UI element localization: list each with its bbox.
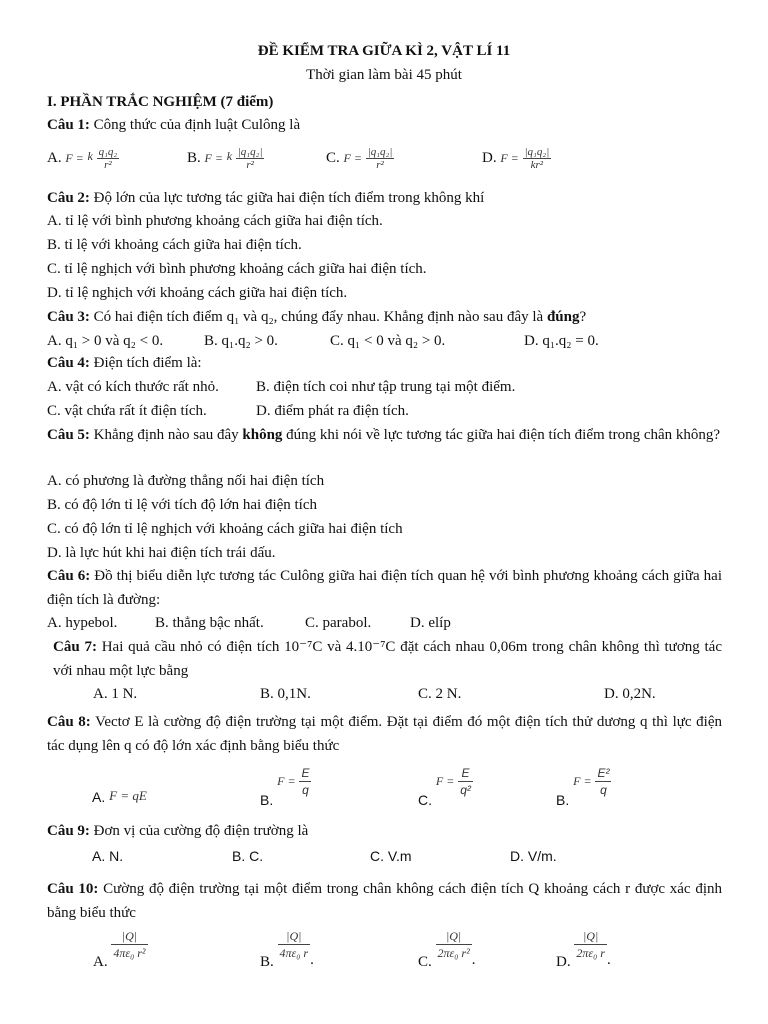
formula-fraction [278, 928, 311, 961]
emphasis: không [242, 427, 283, 443]
option-letter: D. [556, 953, 571, 970]
question-text: Đơn vị của cường độ điện trường là [89, 823, 309, 839]
q2-option-a: A. tỉ lệ với bình phương khoảng cách giữa hai điện tích. [47, 213, 383, 229]
denominator: r² [246, 159, 254, 171]
q3-option-c: C. q₁ < 0 và q₂ > 0. [330, 333, 446, 349]
numerator: |q₁q₂| [237, 146, 263, 158]
formula-fraction [366, 146, 395, 171]
q5-option-b: B. có độ lớn tỉ lệ với tích độ lớn hai điện tích [47, 497, 318, 513]
question-label: Câu 2: [47, 190, 90, 206]
q3-option-d: D. q₁.q₂ = 0. [524, 333, 599, 349]
q4-option-b: B. điện tích coi như tập trung tại một điểm. [256, 379, 516, 395]
question-label: Câu 8: [47, 714, 91, 730]
section-heading: I. PHẦN TRẮC NGHIỆM (7 điểm) [47, 94, 274, 110]
denominator: 2πε₀ r [576, 946, 605, 960]
question-6 [47, 564, 722, 612]
question-1 [47, 115, 722, 135]
numerator: |q₁q₂| [524, 146, 550, 158]
question-text: Công thức của định luật Culông là [89, 117, 301, 133]
q4-option-a: A. vật có kích thước rất nhỏ. [47, 379, 219, 395]
option-letter: D. [482, 149, 497, 166]
question-label: Câu 3: [47, 309, 90, 325]
question-4 [47, 353, 722, 373]
q4-option-d: D. điểm phát ra điện tích. [256, 403, 409, 419]
question-5 [47, 423, 722, 447]
question-text-cont: đúng khi nói về lực tương tác giữa hai điện tích điểm trong chân không? [282, 427, 721, 443]
q8-option-d [556, 765, 611, 810]
q4-option-c: C. vật chứa rất ít điện tích. [47, 403, 207, 419]
exam-title: ĐỀ KIỂM TRA GIỮA KÌ 2, VẬT LÍ 11 [257, 43, 511, 59]
q10-option-a [93, 928, 148, 972]
numerator: |q₁q₂| [367, 146, 393, 158]
question-label: Câu 1: [47, 117, 90, 133]
denominator: q [302, 783, 309, 797]
q1-option-a [47, 146, 119, 171]
formula-fraction [97, 146, 120, 171]
q1-option-c [326, 146, 394, 171]
q1-option-b [187, 146, 264, 171]
formula-fraction [111, 928, 147, 961]
q6-option-d: D. elíp [410, 615, 451, 631]
option-letter: A. [93, 953, 108, 970]
formula-fraction [523, 146, 552, 171]
denominator: 4πε₀ r [279, 946, 309, 960]
q6-option-c: C. parabol. [305, 615, 372, 631]
question-7 [53, 635, 722, 683]
question-text: Đồ thị biểu diễn lực tương tác Culông giữa hai điện tích quan hệ với bình phương khoảng cách giữa hai điện tích là đường: [47, 568, 722, 608]
q10-option-c [418, 928, 475, 972]
option-tail: . [606, 951, 611, 968]
q5-option-c: C. có độ lớn tỉ lệ nghịch với khoảng cách giữa hai điện tích [47, 521, 403, 537]
option-letter: B. [260, 953, 274, 970]
question-label: Câu 6: [47, 568, 91, 584]
question-text: Vectơ E là cường độ điện trường tại một điểm. Đặt tại điểm đó một điện tích thử dương q thì lực điện tác dụng lên q có độ lớn xác định bằng biểu thức [47, 714, 722, 754]
formula-fraction [574, 928, 607, 961]
question-2 [47, 188, 722, 208]
option-letter: B. [556, 792, 570, 809]
question-8 [47, 710, 722, 758]
formula-fraction [236, 146, 265, 171]
question-9 [47, 821, 722, 841]
q5-option-a: A. có phương là đường thẳng nối hai điện tích [47, 473, 325, 489]
q9-option-d: D. V/m. [510, 848, 557, 864]
option-letter: C. [418, 953, 432, 970]
question-label: Câu 9: [47, 823, 90, 839]
formula-lhs: F = [277, 774, 296, 789]
formula-k: k [87, 149, 93, 163]
q3-option-b: B. q₁.q₂ > 0. [204, 333, 278, 349]
formula-lhs: F = [343, 150, 362, 165]
denominator: q² [460, 783, 471, 797]
option-tail: . [471, 951, 476, 968]
emphasis: đúng [546, 309, 580, 325]
numerator: |Q| [278, 928, 311, 945]
formula-fraction [458, 765, 473, 798]
question-text: Độ lớn của lực tương tác giữa hai điện tích điểm trong không khí [89, 190, 485, 206]
question-label: Câu 7: [53, 639, 97, 655]
option-letter: A. [92, 789, 106, 805]
question-label: Câu 5: [47, 427, 90, 443]
numerator: E [301, 766, 310, 780]
denominator: q [600, 783, 607, 797]
formula: F = qE [109, 788, 147, 803]
q7-option-c: C. 2 N. [418, 686, 462, 702]
option-letter: B. [260, 792, 274, 809]
q9-option-a: A. N. [92, 848, 124, 864]
option-letter: B. [187, 149, 201, 166]
option-tail: . [310, 951, 314, 968]
denominator: r² [376, 159, 384, 171]
q6-option-b: B. thẳng bậc nhất. [155, 615, 264, 631]
numerator: |Q| [436, 928, 472, 945]
question-label: Câu 10: [47, 881, 99, 897]
q10-option-d [556, 928, 611, 972]
denominator: kr² [530, 159, 544, 171]
formula-k: k [226, 149, 233, 163]
q8-option-a [92, 786, 147, 807]
q2-option-d: D. tỉ lệ nghịch với khoảng cách giữa hai điện tích. [47, 285, 348, 301]
denominator: 2πε₀ r² [437, 946, 470, 960]
option-letter: C. [326, 149, 340, 166]
q2-option-c: C. tỉ lệ nghịch với bình phương khoảng cách giữa hai điện tích. [47, 261, 427, 277]
q7-option-d: D. 0,2N. [604, 686, 656, 702]
question-text: Khẳng định nào sau đây [89, 427, 243, 443]
exam-subtitle: Thời gian làm bài 45 phút [306, 67, 462, 83]
q6-option-a: A. hypebol. [47, 615, 118, 631]
q5-option-d: D. là lực hút khi hai điện tích trái dấu. [47, 545, 276, 561]
q10-option-b [260, 928, 314, 972]
formula-lhs: F = [204, 150, 223, 165]
question-label: Câu 4: [47, 355, 90, 371]
option-letter: A. [47, 149, 62, 166]
formula-lhs: F = [573, 774, 592, 789]
question-text: Có hai điện tích điểm q₁ và q₂, chúng đẩy nhau. Khẳng định nào sau đây là [89, 309, 547, 325]
q3-option-a: A. q₁ > 0 và q₂ < 0. [47, 333, 164, 349]
q8-option-c [418, 765, 473, 810]
formula-lhs: F = [65, 150, 84, 165]
question-10 [47, 877, 722, 925]
denominator: r² [104, 159, 112, 171]
question-tail: ? [579, 309, 587, 325]
formula-lhs: F = [435, 774, 455, 789]
q9-option-b: B. C. [232, 848, 264, 864]
question-text: Hai quả cầu nhỏ có điện tích 10⁻⁷C và 4.10⁻⁷C đặt cách nhau 0,06m trong chân không thì tương tác với nhau một lực bằng [53, 639, 722, 679]
numerator: |Q| [574, 928, 607, 945]
q7-option-b: B. 0,1N. [260, 686, 311, 702]
q8-option-b [260, 765, 311, 810]
formula-lhs: F = [500, 150, 519, 165]
formula-fraction [299, 765, 311, 798]
numerator: E [458, 765, 473, 782]
question-text: Cường độ điện trường tại một điểm trong chân không cách điện tích Q khoảng cách r được xác định bằng biểu thức [47, 881, 722, 921]
q2-option-b: B. tỉ lệ với khoảng cách giữa hai điện tích. [47, 237, 302, 253]
question-3 [47, 307, 722, 327]
q7-option-a: A. 1 N. [93, 686, 138, 702]
question-text: Điện tích điểm là: [89, 355, 202, 371]
q9-option-c: C. V.m [370, 848, 412, 864]
denominator: 4πε₀ r² [113, 946, 146, 960]
numerator: q₁q₂ [98, 146, 118, 158]
formula-fraction [595, 765, 611, 798]
numerator: |Q| [111, 928, 147, 945]
option-letter: C. [418, 792, 432, 809]
formula-fraction [436, 928, 472, 961]
q1-option-d [482, 146, 551, 171]
numerator: E² [597, 766, 610, 780]
